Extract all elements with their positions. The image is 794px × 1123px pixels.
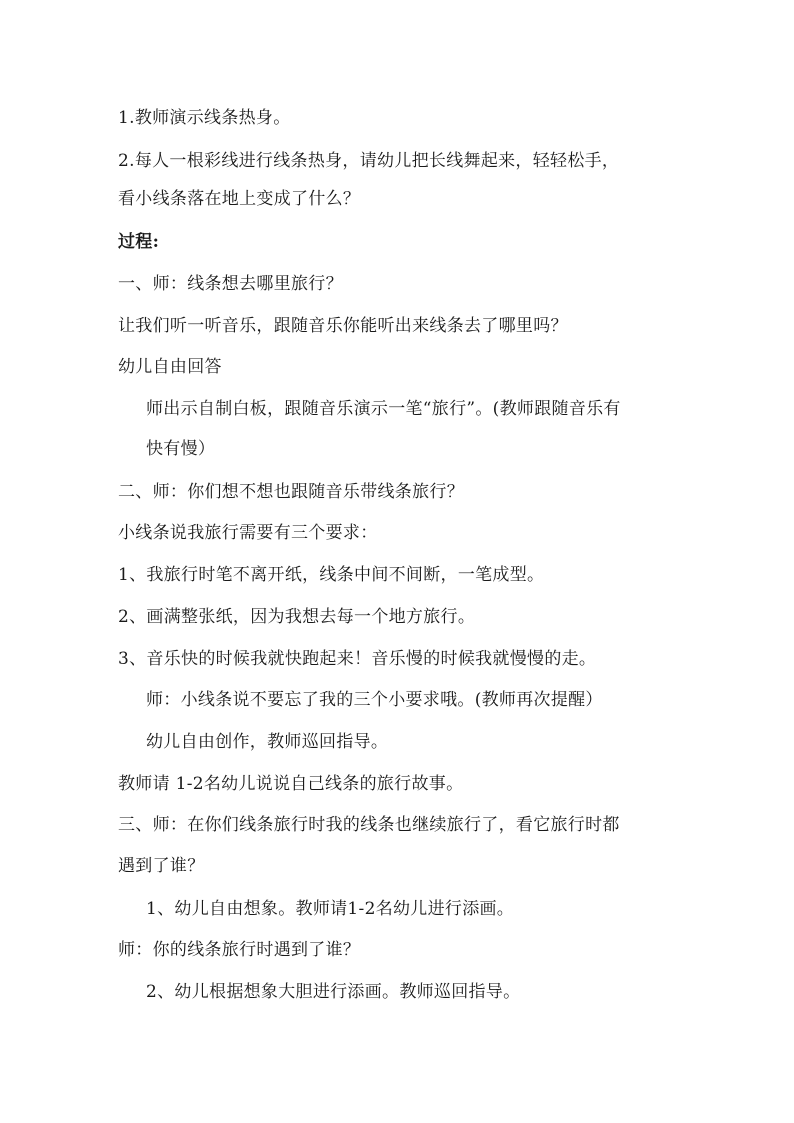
text-line: 1、我旅行时笔不离开纸，线条中间不间断，一笔成型。 <box>118 565 545 585</box>
text-line: 2、画满整张纸，因为我想去每一个地方旅行。 <box>118 607 476 627</box>
text-line: 遇到了谁？ <box>118 856 205 876</box>
text-line: 教师请 1-2名幼儿说说自己线条的旅行故事。 <box>118 774 464 794</box>
text-line: 小线条说我旅行需要有三个要求： <box>118 523 378 543</box>
text-line: 让我们听一听音乐，跟随音乐你能听出来线条去了哪里吗？ <box>118 316 568 336</box>
text-line: 师：你的线条旅行时遇到了谁？ <box>118 940 361 960</box>
text-line: 2.每人一根彩线进行线条热身，请幼儿把长线舞起来，轻轻松手， <box>118 151 620 171</box>
section-heading: 过程: <box>118 232 160 252</box>
text-line: 快有慢） <box>146 439 216 459</box>
text-line: 2、幼儿根据想象大胆进行添画。教师巡回指导。 <box>146 982 521 1002</box>
text-line: 师：小线条说不要忘了我的三个小要求哦。(教师再次提醒） <box>146 690 603 710</box>
text-line: 1、幼儿自由想象。教师请1-2名幼儿进行添画。 <box>146 899 515 919</box>
text-line: 看小线条落在地上变成了什么？ <box>118 189 361 209</box>
text-line: 1.教师演示线条热身。 <box>118 108 291 128</box>
text-line: 一、师：线条想去哪里旅行？ <box>118 274 343 294</box>
text-line: 3、音乐快的时候我就快跑起来！音乐慢的时候我就慢慢的走。 <box>118 649 597 669</box>
text-line: 幼儿自由创作，教师巡回指导。 <box>146 732 389 752</box>
text-line: 二、师：你们想不想也跟随音乐带线条旅行？ <box>118 482 464 502</box>
text-line: 幼儿自由回答 <box>118 357 222 377</box>
text-line: 三、师：在你们线条旅行时我的线条也继续旅行了，看它旅行时都 <box>118 815 620 835</box>
text-line: 师出示自制白板，跟随音乐演示一笔“旅行”。(教师跟随音乐有 <box>146 399 621 419</box>
